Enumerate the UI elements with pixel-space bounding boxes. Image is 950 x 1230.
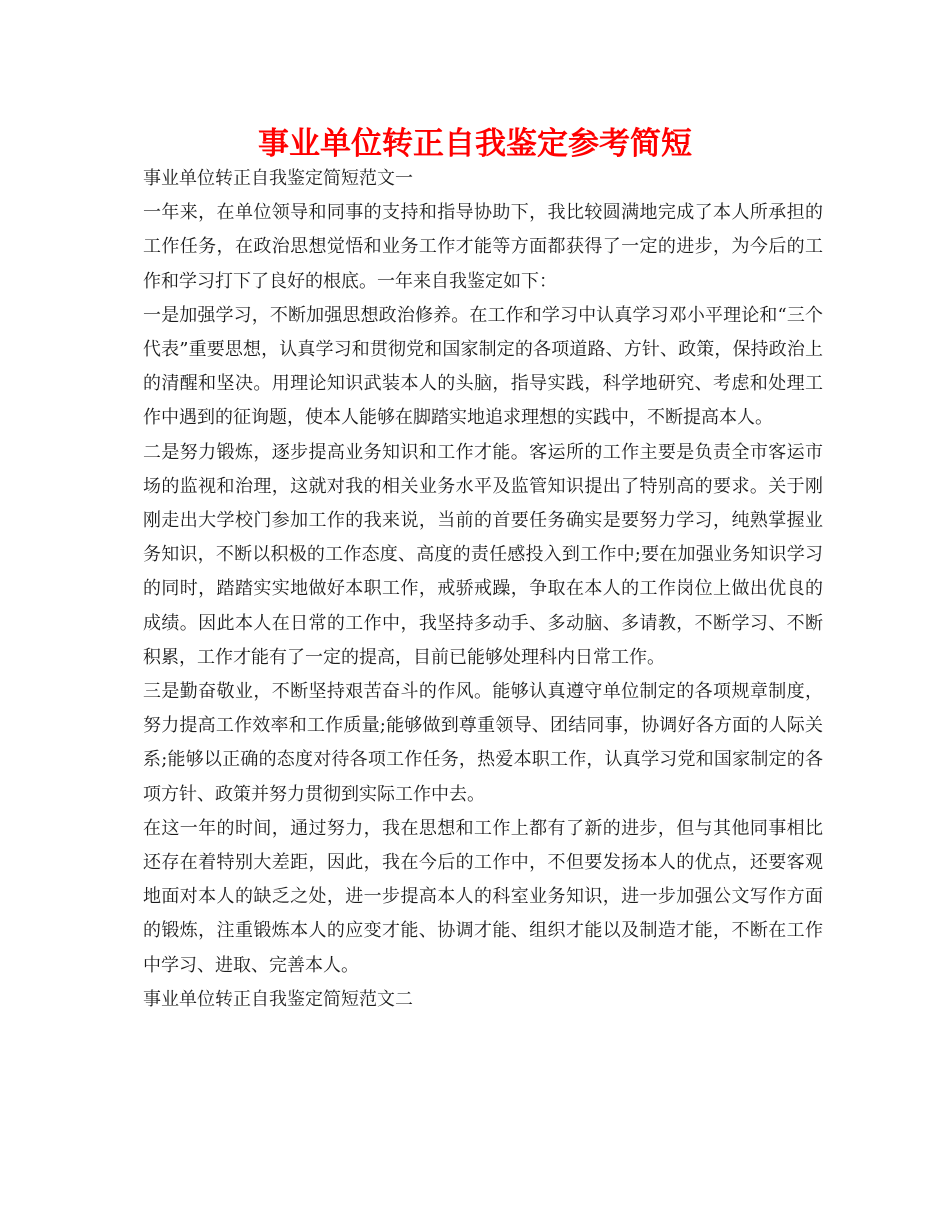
paragraph-4: 二是努力锻炼，逐步提高业务知识和工作才能。客运所的工作主要是负责全市客运市场的监视和治理，这就对我的相关业务水平及监管知识提出了特别高的要求。关于刚刚走出大学校门参加工作的我来说，当前的首要任务确实是要努力学习，纯熟掌握业务知识，不断以积极的工作态度、高度的责任感投入到工作中;要在加强业务知识学习的同时，踏踏实实地做好本职工作，戒骄戒躁，争取在本人的工作岗位上做出优良的成绩。因此本人在日常的工作中，我坚持多动手、多动脑、多请教，不断学习、不断积累，工作才能有了一定的提高，目前已能够处理科内日常工作。 <box>143 441 823 668</box>
paragraph-3: 一是加强学习，不断加强思想政治修养。在工作和学习中认真学习邓小平理论和“三个代表”重要思想，认真学习和贯彻党和国家制定的各项道路、方针、政策，保持政治上的清醒和坚决。用理论知识武装本人的头脑，指导实践，科学地研究、考虑和处理工作中遇到的征询题，使本人能够在脚踏实地追求理想的实践中，不断提高本人。 <box>143 304 823 429</box>
paragraph-1: 事业单位转正自我鉴定简短范文一 <box>143 168 413 189</box>
paragraph-6: 在这一年的时间，通过努力，我在思想和工作上都有了新的进步，但与其他同事相比还存在着特别大差距，因此，我在今后的工作中，不但要发扬本人的优点，还要客观地面对本人的缺乏之处，进一步提高本人的科室业务知识，进一步加强公文写作方面的锻炼，注重锻炼本人的应变才能、协调才能、组织才能以及制造才能，不断在工作中学习、进取、完善本人。 <box>143 817 823 976</box>
paragraph-2: 一年来，在单位领导和同事的支持和指导协助下，我比较圆满地完成了本人所承担的工作任务，在政治思想觉悟和业务工作才能等方面都获得了一定的进步，为今后的工作和学习打下了良好的根底。一年来自我鉴定如下： <box>143 202 823 292</box>
document-body <box>143 162 823 1017</box>
paragraph-5: 三是勤奋敬业，不断坚持艰苦奋斗的作风。能够认真遵守单位制定的各项规章制度，努力提高工作效率和工作质量;能够做到尊重领导、团结同事，协调好各方面的人际关系;能够以正确的态度对待各项工作任务，热爱本职工作，认真学习党和国家制定的各项方针、政策并努力贯彻到实际工作中去。 <box>143 681 823 805</box>
paragraph-7: 事业单位转正自我鉴定简短范文二 <box>143 988 413 1010</box>
document-title: 事业单位转正自我鉴定参考简短 <box>258 126 692 162</box>
